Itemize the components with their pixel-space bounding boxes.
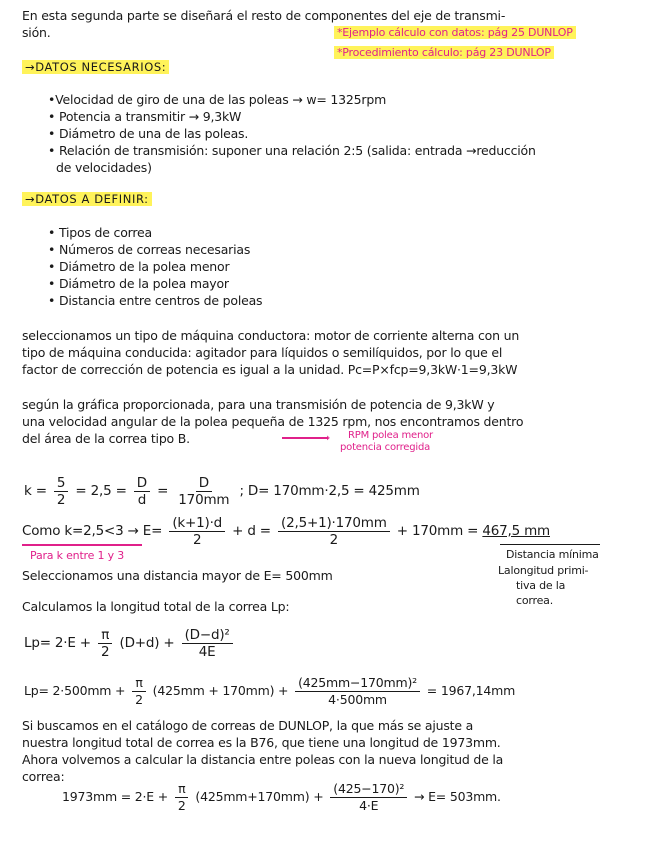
necesario-item: • Potencia a transmitir → 9,3kW xyxy=(48,109,242,124)
rpm-note-line1: RPM polea menor xyxy=(348,430,433,441)
equation-final xyxy=(62,778,501,816)
heading-datos-definir: →DATOS A DEFINIR: xyxy=(22,192,152,206)
fraction xyxy=(169,515,225,548)
frac-den: 2 xyxy=(177,798,186,813)
eq-text: 1973mm = 2·E + xyxy=(62,789,169,804)
fraction xyxy=(278,515,390,548)
equation-lp-numeric xyxy=(24,672,515,710)
definir-item: • Diámetro de la polea mayor xyxy=(48,276,229,291)
frac-num: D xyxy=(134,475,150,492)
frac-den: 4·500mm xyxy=(328,692,387,707)
paragraph2-line: una velocidad angular de la polea pequeña de 1325 rpm, nos encontramos dentro xyxy=(22,414,524,429)
paragraph1-line: seleccionamos un tipo de máquina conductora: motor de corriente alterna con un xyxy=(22,328,520,343)
fraction xyxy=(330,781,407,814)
frac-num: π xyxy=(98,627,112,644)
frac-num: 5 xyxy=(54,475,68,492)
fraction xyxy=(54,475,68,508)
pink-arrow-line xyxy=(282,437,328,439)
paragraph1-line: factor de corrección de potencia es igual a la unidad. Pc=P×fcp=9,3kW·1=9,3kW xyxy=(22,362,518,377)
necesario-item: de velocidades) xyxy=(56,160,152,175)
lp-note-line: correa. xyxy=(516,594,553,607)
frac-den: 170mm xyxy=(178,491,230,508)
eq-text: Lp= 2·E + xyxy=(24,635,91,651)
lp-note-line: tiva de la xyxy=(516,579,566,592)
k-range-note: Para k entre 1 y 3 xyxy=(30,549,125,562)
eq-text: + d = xyxy=(232,523,271,539)
paragraph3-line: nuestra longitud total de correa es la B76, que tiene una longitud de 1973mm. xyxy=(22,735,501,750)
eq-text: (425mm+170mm) + xyxy=(195,789,324,804)
frac-den: 2 xyxy=(192,531,202,548)
eq-text: ; D= 170mm·2,5 = 425mm xyxy=(239,483,420,499)
paragraph2-line: según la gráfica proporcionada, para una transmisión de potencia de 9,3kW y xyxy=(22,397,495,412)
eq-text: Lp= 2·500mm + xyxy=(24,683,126,698)
frac-num: (k+1)·d xyxy=(169,515,225,532)
fraction xyxy=(175,475,232,508)
eq-text: (D+d) + xyxy=(119,635,175,651)
equation-lp xyxy=(24,624,236,662)
paragraph3-line: Si buscamos en el catálogo de correas de DUNLOP, la que más se ajuste a xyxy=(22,718,474,733)
necesario-item: • Diámetro de una de las poleas. xyxy=(48,126,249,141)
note-example: *Ejemplo cálculo con datos: pág 25 DUNLOP xyxy=(334,26,576,39)
frac-den: d xyxy=(137,491,147,508)
eq-text: k = xyxy=(24,483,47,499)
eq-text: = 2,5 = xyxy=(75,483,127,499)
min-underline xyxy=(500,544,600,545)
fraction xyxy=(98,627,112,660)
frac-den: 2 xyxy=(135,692,143,707)
fraction xyxy=(182,627,233,660)
eq-text: Como k=2,5<3 → E= xyxy=(22,523,163,539)
note-procedure: *Procedimiento cálculo: pág 23 DUNLOP xyxy=(334,46,554,59)
frac-num: π xyxy=(132,675,145,692)
fraction xyxy=(295,675,420,708)
equation-e xyxy=(22,514,550,548)
frac-den: 2 xyxy=(56,491,66,508)
frac-den: 2 xyxy=(101,643,110,660)
definir-item: • Números de correas necesarias xyxy=(48,242,251,257)
paragraph2-line: del área de la correa tipo B. xyxy=(22,431,190,446)
frac-num: (D−d)² xyxy=(182,627,233,644)
fraction xyxy=(132,675,146,708)
necesario-item: • Relación de transmisión: suponer una relación 2:5 (salida: entrada →reducción xyxy=(48,143,536,158)
eq-text: = xyxy=(157,483,169,499)
frac-num: D xyxy=(196,475,212,492)
fraction xyxy=(134,475,150,508)
pink-underline xyxy=(22,544,142,546)
paragraph3-line: Ahora volvemos a calcular la distancia entre poleas con la nueva longitud de la xyxy=(22,752,504,767)
eq-text: (425mm + 170mm) + xyxy=(152,683,289,698)
paragraph1-line: tipo de máquina conducida: agitador para líquidos o semilíquidos, por lo que el xyxy=(22,345,503,360)
rpm-note-line2: potencia corregida xyxy=(340,442,431,453)
min-note: Distancia mínima xyxy=(506,548,599,561)
intro-line-1: En esta segunda parte se diseñará el resto de componentes del eje de transmi- xyxy=(22,8,506,23)
select-distance: Seleccionamos una distancia mayor de E= 500mm xyxy=(22,568,333,583)
eq-text: + 170mm = xyxy=(396,523,479,539)
frac-den: 4·E xyxy=(359,798,379,813)
frac-num: (2,5+1)·170mm xyxy=(278,515,390,532)
frac-num: (425mm−170mm)² xyxy=(295,675,420,692)
eq-text: = 1967,14mm xyxy=(426,683,516,698)
definir-item: • Tipos de correa xyxy=(48,225,152,240)
paragraph3-line: correa: xyxy=(22,769,65,784)
fraction xyxy=(175,781,189,814)
eq-text: → E= 503mm. xyxy=(414,789,501,804)
necesario-item: •Velocidad de giro de una de las poleas → w= 1325rpm xyxy=(48,92,387,107)
frac-num: π xyxy=(175,781,188,798)
pink-arrow-head: › xyxy=(326,431,331,444)
heading-datos-necesarios: →DATOS NECESARIOS: xyxy=(22,60,169,74)
frac-den: 4E xyxy=(198,643,216,660)
calc-lp: Calculamos la longitud total de la correa Lp: xyxy=(22,599,290,614)
intro-line-2: sión. xyxy=(22,25,51,40)
frac-num: (425−170)² xyxy=(330,781,407,798)
definir-item: • Distancia entre centros de poleas xyxy=(48,293,263,308)
frac-den: 2 xyxy=(329,531,339,548)
lp-note-line: Lalongitud primi- xyxy=(498,564,589,577)
equation-k xyxy=(24,474,420,508)
eq-result: 467,5 mm xyxy=(482,523,550,539)
definir-item: • Diámetro de la polea menor xyxy=(48,259,230,274)
